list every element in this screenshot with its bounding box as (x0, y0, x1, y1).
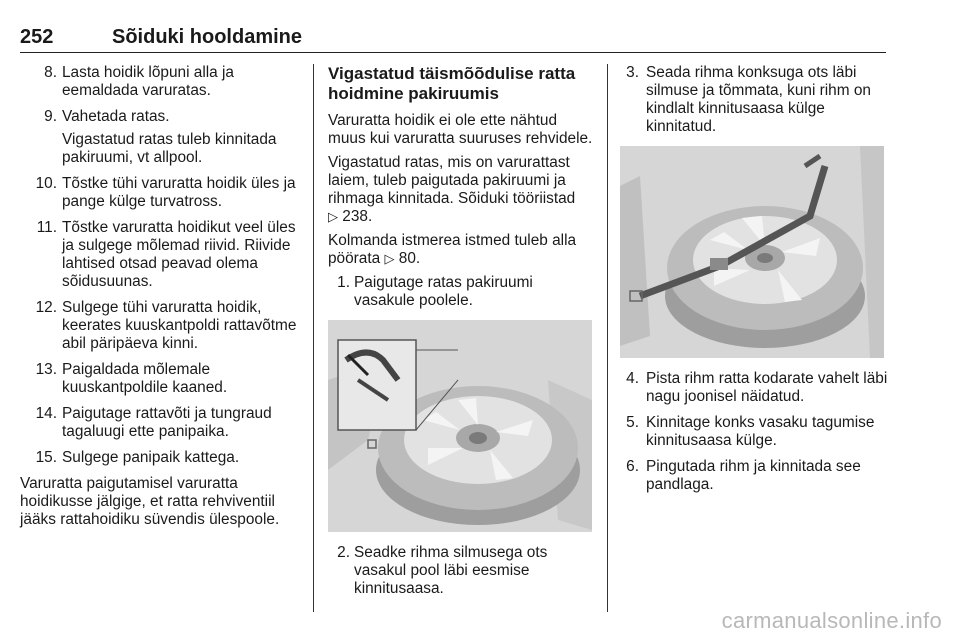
list-item: 15. Sulgege panipaik kattega. (35, 449, 240, 466)
column-left (20, 64, 304, 535)
column-middle (328, 64, 594, 606)
closing-paragraph: Varuratta paigutamisel varuratta hoidikusse jälgige, et ratta rehviventiil jääks rattahoidiku süvendis ülespoole. (20, 475, 280, 528)
section-heading: Vigastatud täismõõdulise ratta hoidmine pakiruumis (328, 64, 576, 103)
watermark: carmanualsonline.info (721, 608, 942, 633)
arrow-ref-icon[interactable]: ▷ (328, 209, 338, 224)
list-item: 12. Sulgege tühi varuratta hoidik, keerates kuuskantpoldi rattavõtme abil päripäeva kinni. (35, 299, 297, 352)
list-item: 10. Tõstke tühi varuratta hoidik üles ja pange külge turvatross. (35, 175, 296, 210)
list-item: 6. Pingutada rihm ja kinnitada see pandlaga. (626, 458, 861, 493)
page-reference[interactable]: 80. (398, 250, 421, 267)
list-item: 8. Lasta hoidik lõpuni alla ja eemaldada varuratas. (44, 64, 234, 99)
list-item: 2. Seadke rihma silmusega ots vasakul pool läbi eesmise kinnitusaasa. (337, 544, 548, 597)
header-rule (20, 52, 886, 53)
column-divider (607, 64, 608, 612)
wheel-illustration-2 (620, 146, 884, 358)
wheel-illustration-1 (328, 320, 592, 532)
list-item: 13. Paigaldada mõlemale kuuskantpoldile kaaned. (35, 361, 228, 396)
list-item: 5. Kinnitage konks vasaku tagumise kinnitusaasa külge. (626, 414, 875, 449)
list-item: 11. Tõstke varuratta hoidikut veel üles ja sulgege mõlemad riivid. Riivide lahtised otsad peavad olema sõidusuunas. (36, 219, 296, 290)
list-item: 1. Paigutage ratas pakiruumi vasakule poolele. (337, 274, 533, 309)
page-number: 252 (20, 26, 54, 48)
list-item: 9. Vahetada ratas. (44, 108, 170, 125)
page-header (20, 26, 886, 52)
paragraph: Kolmanda istmerea istmed tuleb alla pöörata ▷ 80. (328, 232, 577, 267)
list-item: 14. Paigutage rattavõti ja tungraud tagaluugi ette panipaika. (35, 405, 272, 440)
list-item: 3. Seada rihma konksuga ots läbi silmuse ja tõmmata, kuni rihm on kindlalt kinnitusaasa külge kinnitatud. (626, 64, 871, 135)
list-item: 4. Pista rihm ratta kodarate vahelt läbi nagu joonisel näidatud. (626, 370, 888, 405)
page-reference[interactable]: 238. (342, 208, 373, 225)
paragraph: Varuratta hoidik ei ole ette nähtud muus kui varuratta suuruses rehvidele. (328, 112, 593, 147)
arrow-ref-icon[interactable]: ▷ (384, 251, 395, 266)
column-divider (313, 64, 314, 612)
paragraph: Vigastatud ratas, mis on varurattast laiem, tuleb paigutada pakiruumi ja rihmaga kinnitada. Sõiduki tööriistad ▷ 238. (328, 154, 576, 225)
column-right (620, 64, 890, 502)
list-item-note: Vigastatud ratas tuleb kinnitada pakiruumi, vt allpool. (62, 131, 277, 166)
chapter-title: Sõiduki hooldamine (112, 26, 303, 48)
